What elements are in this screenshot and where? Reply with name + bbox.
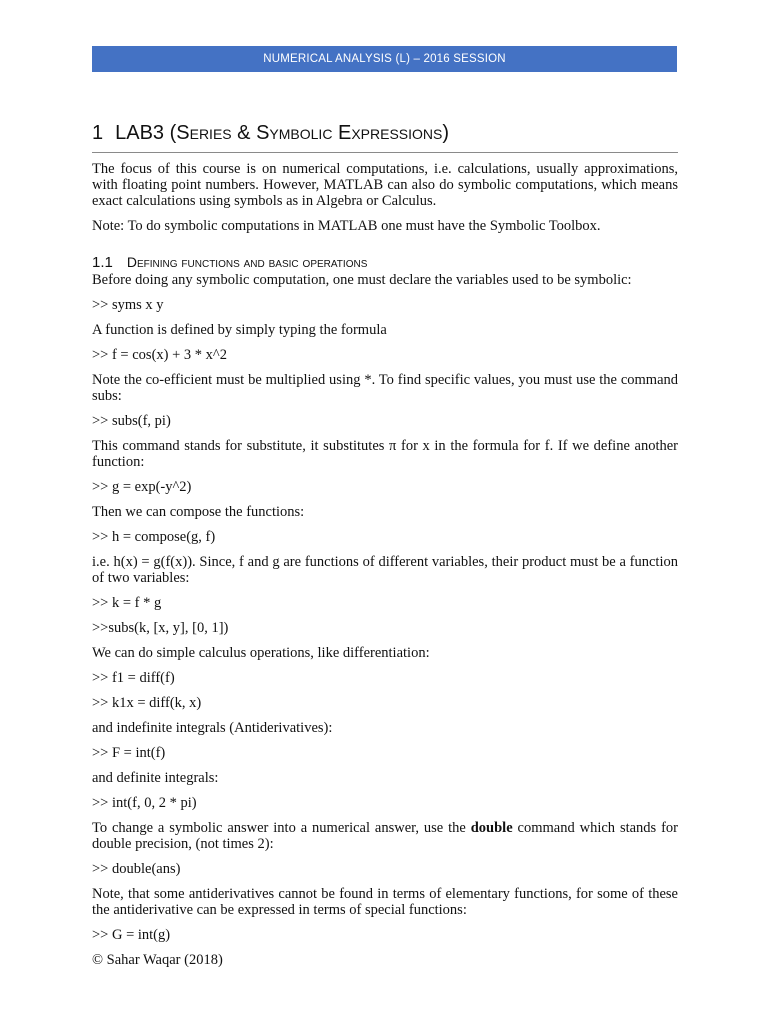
paragraph-double	[92, 820, 678, 852]
code-diff-f: >> f1 = diff(f)	[92, 670, 175, 686]
double-text-before: To change a symbolic answer into a numerical answer, use the	[92, 820, 471, 836]
code-syms: >> syms x y	[92, 297, 164, 313]
paragraph-product: i.e. h(x) = g(f(x)). Since, f and g are functions of different variables, their product must be a function of two variables:	[92, 554, 678, 586]
code-define-f: >> f = cos(x) + 3 * x^2	[92, 347, 227, 363]
copyright-notice: © Sahar Waqar (2018)	[92, 952, 223, 968]
code-diff-k: >> k1x = diff(k, x)	[92, 695, 202, 711]
double-text-after: command which stands for double precision, (not times 2):	[92, 820, 678, 852]
running-header	[92, 46, 677, 72]
code-subs: >> subs(f, pi)	[92, 413, 171, 429]
paragraph-definite: and definite integrals:	[92, 770, 219, 786]
note-paragraph: Note: To do symbolic computations in MATLAB one must have the Symbolic Toolbox.	[92, 218, 601, 234]
page-content	[92, 122, 678, 968]
paragraph-subs: Note the co-efficient must be multiplied using *. To find specific values, you must use the command subs:	[92, 372, 678, 404]
double-keyword: double	[470, 820, 513, 836]
section-number: 1	[92, 122, 104, 144]
paragraph-substitute: This command stands for substitute, it substitutes π for x in the formula for f. If we define another function:	[92, 438, 678, 470]
paragraph-special: Note, that some antiderivatives cannot be found in terms of elementary functions, for some of these the antiderivative can be expressed in terms of special functions:	[92, 886, 678, 918]
code-compose: >> h = compose(g, f)	[92, 529, 216, 545]
code-double: >> double(ans)	[92, 861, 181, 877]
code-subs-k: >>subs(k, [x, y], [0, 1])	[92, 620, 229, 636]
section-heading	[92, 122, 678, 153]
subsection-title: Defining functions and basic operations	[126, 254, 368, 270]
paragraph-define: A function is defined by simply typing the formula	[92, 322, 387, 338]
code-define-g: >> g = exp(-y^2)	[92, 479, 192, 495]
subsection-heading	[92, 254, 678, 272]
code-int-definite: >> int(f, 0, 2 * pi)	[92, 795, 197, 811]
section-title: LAB3 (Series & Symbolic Expressions)	[115, 122, 450, 144]
paragraph-calculus: We can do simple calculus operations, like differentiation:	[92, 645, 430, 661]
intro-paragraph: The focus of this course is on numerical computations, i.e. calculations, usually approximations, with floating point numbers. However, MATLAB can also do symbolic computations, which means exact calculations using symbols as in Algebra or Calculus.	[92, 161, 678, 209]
code-product: >> k = f * g	[92, 595, 162, 611]
code-int-f: >> F = int(f)	[92, 745, 166, 761]
code-int-g: >> G = int(g)	[92, 927, 171, 943]
paragraph-indefinite: and indefinite integrals (Antiderivatives):	[92, 720, 333, 736]
paragraph-declare: Before doing any symbolic computation, one must declare the variables used to be symbolic:	[92, 272, 632, 288]
subsection-number: 1.1	[92, 254, 113, 271]
header-title: NUMERICAL ANALYSIS (L) – 2016 SESSION	[263, 53, 506, 65]
paragraph-compose: Then we can compose the functions:	[92, 504, 305, 520]
